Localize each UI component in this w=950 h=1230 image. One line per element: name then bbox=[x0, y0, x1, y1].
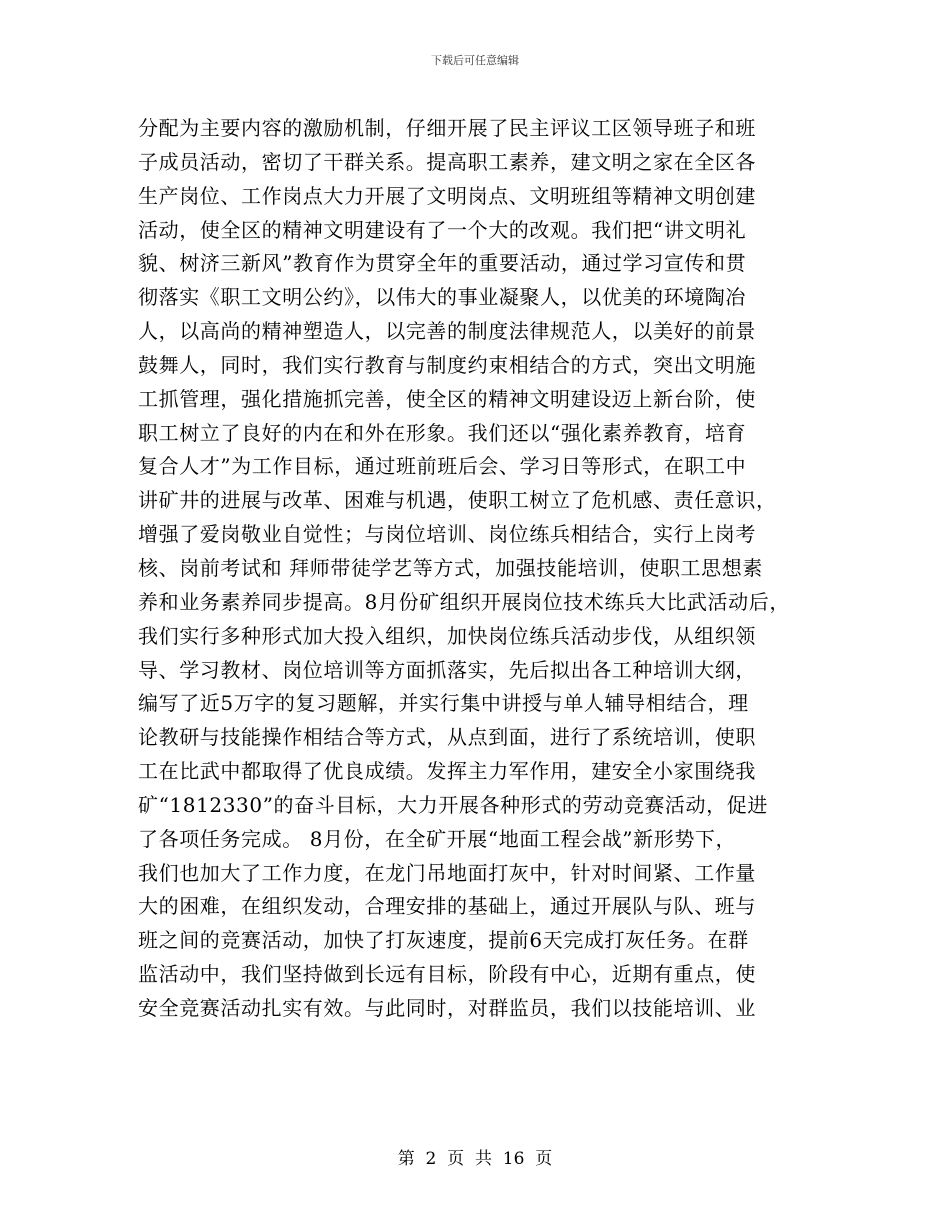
body-line: 鼓舞人，同时，我们实行教育与制度约束相结合的方式，突出文明施 bbox=[138, 352, 756, 377]
body-line: 核、岗前考试和 拜师带徒学艺等方式，加强技能培训，使职工思想素 bbox=[138, 555, 763, 580]
body-line: 了各项任务完成。 8月份，在全矿开展“地面工程会战”新形势下， bbox=[138, 826, 737, 851]
body-line: 矿“1812330”的奋斗目标，大力开展各种形式的劳动竞赛活动，促进 bbox=[138, 792, 768, 817]
body-line: 貌、树济三新风”教育作为贯穿全年的重要活动，通过学习宣传和贯 bbox=[138, 251, 747, 276]
body-line: 彻落实《职工文明公约》，以伟大的事业凝聚人，以优美的环境陶冶 bbox=[138, 285, 746, 310]
body-line: 人，以高尚的精神塑造人，以完善的制度法律规范人，以美好的前景 bbox=[138, 319, 756, 344]
body-line: 讲矿井的进展与改革、困难与机遇，使职工树立了危机感、责任意识， bbox=[138, 488, 777, 513]
body-line: 养和业务素养同步提高。8月份矿组织开展岗位技术练兵大比武活动后， bbox=[138, 589, 790, 614]
body-line: 分配为主要内容的激励机制，仔细开展了民主评议工区领导班子和班 bbox=[138, 116, 756, 140]
page-header: 下载后可任意编辑 bbox=[431, 54, 519, 67]
document-body bbox=[138, 112, 838, 1026]
body-line: 工在比武中都取得了优良成绩。发挥主力军作用，建安全小家围绕我 bbox=[138, 759, 756, 784]
body-line: 班之间的竞赛活动，加快了打灰速度，提前6天完成打灰任务。在群 bbox=[138, 928, 749, 953]
body-line: 生产岗位、工作岗点大力开展了文明岗点、文明班组等精神文明创建 bbox=[138, 183, 756, 208]
body-line: 子成员活动，密切了干群关系。提高职工素养，建文明之家在全区各 bbox=[138, 149, 756, 174]
body-line: 增强了爱岗敬业自觉性；与岗位培训、岗位练兵相结合，实行上岗考 bbox=[138, 522, 756, 547]
page-number-footer: 第 2 页 共 16 页 bbox=[397, 1149, 553, 1169]
body-line: 大的困难，在组织发动，合理安排的基础上，通过开展队与队、班与 bbox=[138, 894, 756, 919]
body-line: 职工树立了良好的内在和外在形象。我们还以“强化素养教育，培育 bbox=[138, 420, 747, 445]
body-line: 监活动中，我们坚持做到长远有目标，阶段有中心，近期有重点，使 bbox=[138, 962, 756, 987]
body-line: 复合人才”为工作目标，通过班前班后会、学习日等形式，在职工中 bbox=[138, 454, 747, 479]
body-line: 工抓管理，强化措施抓完善，使全区的精神文明建设迈上新台阶，使 bbox=[138, 386, 756, 411]
body-line: 安全竞赛活动扎实有效。与此同时，对群监员，我们以技能培训、业 bbox=[138, 995, 756, 1020]
body-line: 论教研与技能操作相结合等方式，从点到面，进行了系统培训，使职 bbox=[138, 725, 756, 750]
body-line: 编写了近5万字的复习题解，并实行集中讲授与单人辅导相结合，理 bbox=[138, 691, 749, 716]
body-line: 导、学习教材、岗位培训等方面抓落实，先后拟出各工种培训大纲， bbox=[138, 657, 756, 682]
body-line: 我们实行多种形式加大投入组织，加快岗位练兵活动步伐，从组织领 bbox=[138, 623, 756, 648]
body-line: 活动，使全区的精神文明建设有了一个大的改观。我们把“讲文明礼 bbox=[138, 217, 747, 242]
body-line: 我们也加大了工作力度，在龙门吊地面打灰中，针对时间紧、工作量 bbox=[138, 860, 756, 885]
